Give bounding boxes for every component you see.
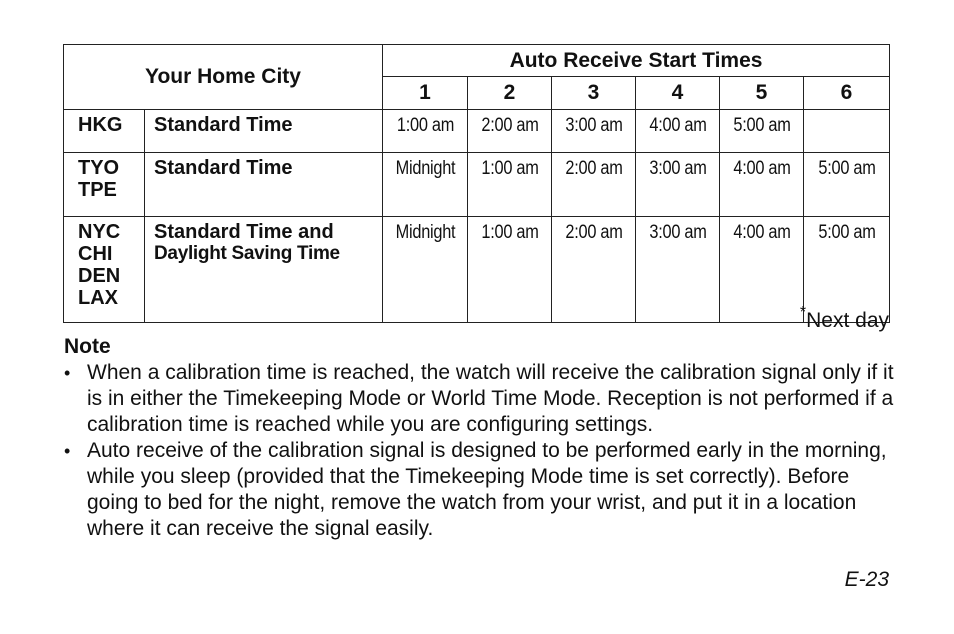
time-type-sublabel: Daylight Saving Time	[154, 243, 340, 264]
city-code: LAX	[78, 287, 118, 309]
note-title: Note	[64, 335, 111, 358]
start-time-cell: Midnight	[388, 217, 461, 323]
city-code-cell	[64, 217, 145, 323]
bullet-icon: •	[64, 441, 71, 461]
start-time-cell: 5:00 am	[725, 110, 797, 153]
city-code-cell	[64, 110, 145, 153]
time-type-label: Standard Time	[154, 157, 293, 179]
time-type-cell	[145, 217, 383, 323]
city-code: CHI	[78, 243, 113, 265]
column-header-3: 3	[552, 77, 636, 110]
start-time-cell	[810, 110, 884, 153]
column-header-5: 5	[720, 77, 804, 110]
note-text: When a calibration time is reached, the watch will receive the calibration signal only if it is in either the Timekeeping Mode or World Time Mode. Reception is not performed if a calibration time is reached while you are configuring settings.	[87, 361, 894, 436]
time-type-label: Standard Time and	[154, 221, 334, 243]
start-time-cell: 5:00 am	[810, 217, 884, 323]
city-code-cell	[64, 153, 145, 217]
footnote-text: Next day	[806, 309, 889, 332]
start-time-cell: 2:00 am	[473, 110, 545, 153]
start-time-cell: 4:00 am	[725, 217, 797, 323]
page-number: E-23	[844, 568, 889, 591]
column-header-6: 6	[804, 77, 890, 110]
footnote	[800, 306, 889, 333]
start-time-cell: 2:00 am	[557, 217, 629, 323]
city-code: TPE	[78, 179, 117, 201]
column-header-1: 1	[383, 77, 468, 110]
note-text: Auto receive of the calibration signal is designed to be performed early in the morning, while you sleep (provided that the Timekeeping Mode time is set correctly). Before going to bed for the night, remove the watch from your wrist, and put it in a location where it can receive the signal easily.	[87, 439, 887, 540]
city-code: NYC	[78, 221, 121, 243]
bullet-icon: •	[64, 363, 71, 383]
time-type-label: Standard Time	[154, 114, 293, 136]
table-row	[64, 217, 890, 323]
column-header-2: 2	[468, 77, 552, 110]
list-item	[64, 438, 894, 542]
city-code: DEN	[78, 265, 121, 287]
city-code: TYO	[78, 157, 120, 179]
auto-receive-table	[63, 44, 890, 323]
start-time-cell: 3:00 am	[557, 110, 629, 153]
start-time-cell: 1:00 am	[388, 110, 461, 153]
start-time-cell: 3:00 am	[641, 153, 713, 217]
start-time-cell: 5:00 am	[810, 153, 884, 217]
start-time-cell: 3:00 am	[641, 217, 713, 323]
city-code: HKG	[78, 114, 123, 136]
start-time-cell: 1:00 am	[473, 217, 545, 323]
home-city-header: Your Home City	[64, 45, 383, 110]
column-header-4: 4	[636, 77, 720, 110]
start-time-cell: Midnight	[388, 153, 461, 217]
auto-receive-header: Auto Receive Start Times	[383, 45, 890, 77]
footnote-mark: *	[799, 304, 807, 321]
time-type-cell	[145, 110, 383, 153]
start-time-cell: 2:00 am	[557, 153, 629, 217]
table-row	[64, 110, 890, 153]
table-row	[64, 153, 890, 217]
start-time-cell: 4:00 am	[641, 110, 713, 153]
note-list	[64, 360, 894, 542]
start-time-cell: 1:00 am	[473, 153, 545, 217]
list-item	[64, 360, 894, 438]
start-time-cell: 4:00 am	[725, 153, 797, 217]
time-type-cell	[145, 153, 383, 217]
